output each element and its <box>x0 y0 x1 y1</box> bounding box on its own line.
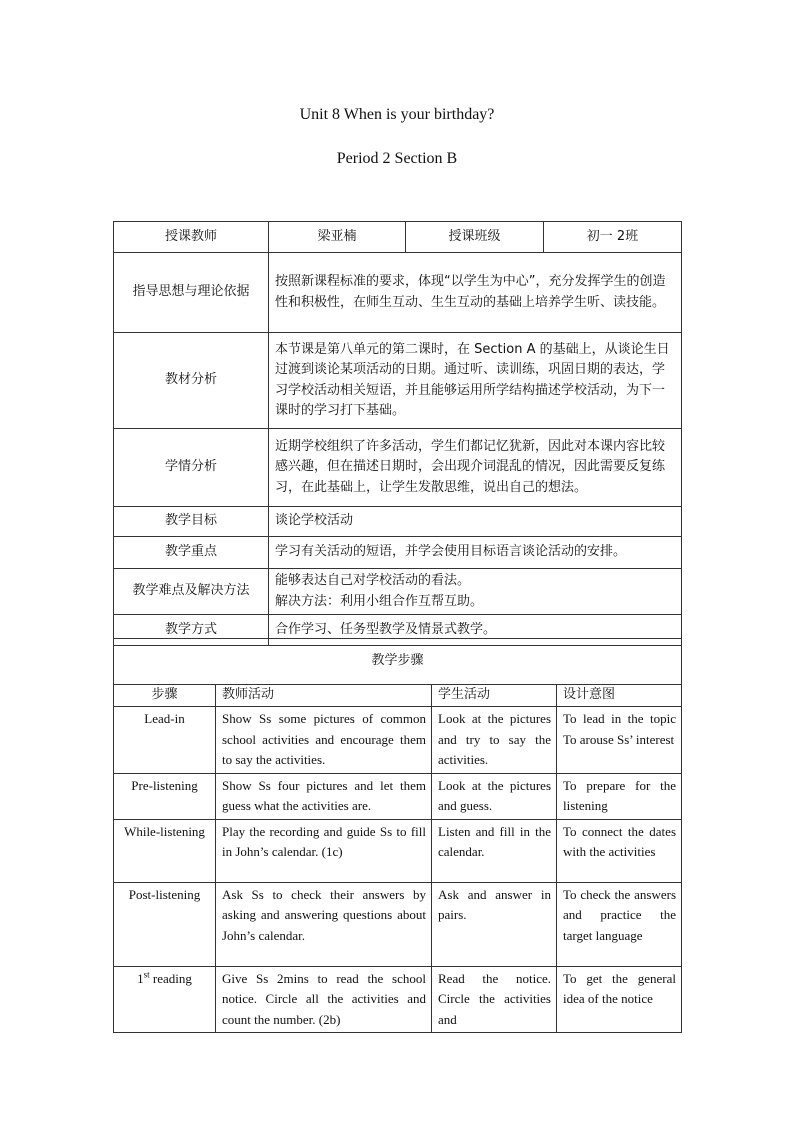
student-activity: Ask and answer in pairs. <box>432 882 557 966</box>
stage-word: reading <box>149 970 192 986</box>
stage-ordinal: st <box>143 969 150 980</box>
header-stage: 步骤 <box>114 685 216 707</box>
material-label: 教材分析 <box>114 333 269 429</box>
header-student-activity: 学生活动 <box>432 685 557 707</box>
table-row <box>114 882 682 966</box>
design-purpose: To lead in the topic To arouse Ss’ interest <box>557 707 682 774</box>
student-activity: Listen and fill in the calendar. <box>432 819 557 882</box>
design-purpose: To connect the dates with the activities <box>557 819 682 882</box>
table-row <box>114 966 682 1033</box>
goal-text: 谈论学校活动 <box>269 507 682 537</box>
students-label: 学情分析 <box>114 429 269 507</box>
teacher-activity: Show Ss four pictures and let them guess what the activities are. <box>216 773 432 819</box>
step-stage <box>114 966 216 1033</box>
student-activity: Read the notice. Circle the activities and <box>432 966 557 1033</box>
student-activity: Look at the pictures and try to say the activities. <box>432 707 557 774</box>
guiding-label: 指导思想与理论依据 <box>114 253 269 333</box>
key-point-text: 学习有关活动的短语，并学会使用目标语言谈论活动的安排。 <box>269 537 682 569</box>
page-subtitle: Period 2 Section B <box>336 150 458 167</box>
lesson-info-table <box>113 221 682 646</box>
method-text: 合作学习、任务型教学及情景式教学。 <box>269 615 682 646</box>
students-text: 近期学校组织了许多活动，学生们都记忆犹新，因此对本课内容比较感兴趣，但在描述日期时，会出现介词混乱的情况，因此需要反复练习，在此基础上，让学生发散思维，说出自己的想法。 <box>269 429 682 507</box>
difficulty-text <box>269 569 682 615</box>
teacher-activity: Play the recording and guide Ss to fill in John’s calendar. (1c) <box>216 819 432 882</box>
page-title: Unit 8 When is your birthday? <box>299 106 495 123</box>
design-purpose: To prepare for the listening <box>557 773 682 819</box>
student-activity: Look at the pictures and guess. <box>432 773 557 819</box>
teacher-activity: Show Ss some pictures of common school activities and encourage them to say the activities. <box>216 707 432 774</box>
step-stage: Pre-listening <box>114 773 216 819</box>
key-point-label: 教学重点 <box>114 537 269 569</box>
design-purpose: To get the general idea of the notice <box>557 966 682 1033</box>
steps-caption: 教学步骤 <box>114 639 682 685</box>
difficulty-label: 教学难点及解决方法 <box>114 569 269 615</box>
teacher-activity: Give Ss 2mins to read the school notice. Circle all the activities and count the number. (2b) <box>216 966 432 1033</box>
teacher-label: 授课教师 <box>114 222 269 253</box>
difficulty-line: 能够表达自己对学校活动的看法。 <box>275 573 471 588</box>
teacher-name: 梁亚楠 <box>269 222 406 253</box>
header-teacher-activity: 教师活动 <box>216 685 432 707</box>
table-row <box>114 819 682 882</box>
guiding-text: 按照新课程标准的要求，体现“以学生为中心”，充分发挥学生的创造性和积极性，在师生互动、生生互动的基础上培养学生听、读技能。 <box>269 253 682 333</box>
table-row <box>114 773 682 819</box>
class-label: 授课班级 <box>406 222 544 253</box>
design-purpose: To check the answers and practice the target language <box>557 882 682 966</box>
goal-label: 教学目标 <box>114 507 269 537</box>
step-stage: Lead-in <box>114 707 216 774</box>
step-stage: While-listening <box>114 819 216 882</box>
stage-number: 1 <box>137 970 144 986</box>
difficulty-solution-line: 解决方法：利用小组合作互帮互助。 <box>275 593 484 609</box>
table-row <box>114 707 682 774</box>
step-stage: Post-listening <box>114 882 216 966</box>
teacher-activity: Ask Ss to check their answers by asking and answering questions about John’s calendar. <box>216 882 432 966</box>
material-text: 本节课是第八单元的第二课时，在 Section A 的基础上，从谈论生日过渡到谈论某项活动的日期。通过听、读训练，巩固日期的表达，学习学校活动相关短语，并且能够运用所学结构描述学校活动，为下一课时的学习打下基础。 <box>269 333 682 429</box>
class-name: 初一 2班 <box>544 222 682 253</box>
method-label: 教学方式 <box>114 615 269 646</box>
teaching-steps-table <box>113 638 682 1033</box>
header-purpose: 设计意图 <box>557 685 682 707</box>
